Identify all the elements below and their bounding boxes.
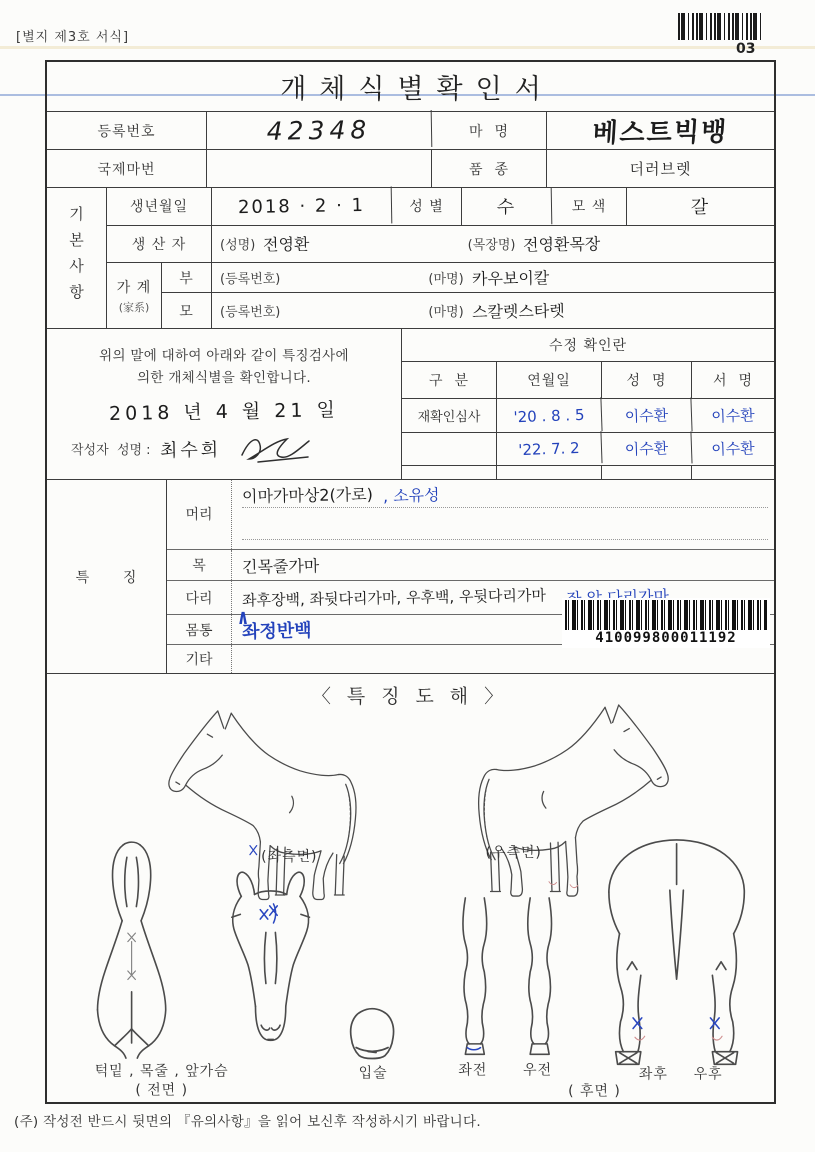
coat-color-label: 모 색 [552, 188, 627, 225]
feature-diagram [47, 674, 774, 1102]
pedigree-label-cell [107, 263, 162, 328]
revision-date [497, 466, 602, 479]
feature-text: 이마가마상2(가로) [241, 484, 374, 507]
feature-row-head [167, 480, 774, 550]
revision-col-date: 연월일 [497, 362, 602, 398]
identification-form [45, 60, 776, 1104]
sire-name-sublabel: (마명) [428, 272, 464, 287]
confirmation-statement [47, 329, 402, 479]
breed-value: 더러브렛 [629, 160, 692, 178]
revision-sign: 이수환 [710, 406, 756, 426]
page-title: 개체식별확인서 [280, 74, 554, 105]
neck-chest-front-figure [98, 842, 166, 1058]
sex-value: 수 [462, 187, 553, 225]
revision-sign [692, 466, 774, 479]
writer-line [53, 433, 316, 465]
feature-label: 목 [167, 550, 232, 581]
horse-left-side-figure [169, 711, 356, 899]
feature-label: 머리 [167, 480, 232, 549]
producer-value [212, 226, 774, 263]
front-right-leg-figure [528, 898, 552, 1054]
sire-name-value: 카우보이칼 [471, 268, 550, 289]
dam-name-value: 스칼렛스타렛 [471, 301, 565, 322]
horse-name-value: 베스트빅뱅 [591, 117, 730, 149]
revision-date: '22. 7. 2 [496, 431, 602, 466]
feature-label: 몸통 [167, 615, 232, 644]
revision-sign: 이수환 [710, 439, 756, 460]
revision-col-sign: 서 명 [713, 372, 753, 389]
label-front-left-leg: 좌전 [458, 1062, 488, 1079]
revision-name [602, 466, 692, 479]
producer-name-value: 전영환 [263, 234, 310, 255]
horse-right-side-figure [479, 705, 669, 896]
statement-line-1: 위의 말에 대하여 아래와 같이 특징검사에 [99, 347, 349, 364]
diagram-title: 〈 특 징 도 해 〉 [312, 685, 509, 708]
farm-name-sublabel: (목장명) [467, 238, 516, 254]
confirmation-date: 2018 년 4 월 21 일 [108, 398, 340, 425]
features-table [167, 480, 774, 673]
revision-date: '20 . 8 . 5 [496, 397, 602, 434]
animal-barcode [562, 598, 770, 648]
feature-diagram-section [47, 674, 774, 1102]
sire-regno-sublabel: (등록번호) [220, 272, 281, 287]
sire-label: 부 [162, 263, 212, 292]
intl-no-label: 국제마번 [47, 150, 207, 187]
label-front-view: 턱밑 , 목줄 , 앞가슴 [94, 1063, 229, 1080]
producer-label: 생 산 자 [107, 226, 212, 263]
revision-table [402, 329, 774, 479]
revision-name: 이수환 [601, 397, 692, 434]
label-rear-left-leg: 좌후 [638, 1066, 668, 1083]
scan-artifact-line [0, 46, 815, 49]
reg-no-value: 42348 [207, 110, 433, 151]
feature-text: 긴목줄가마 [241, 555, 320, 577]
intl-no-value [207, 150, 432, 187]
revision-row [402, 399, 774, 434]
coat-color-value: 갈 [690, 197, 711, 219]
footer-note: (주) 작성전 반드시 뒷면의 『유의사항』을 읽어 보신후 작성하시기 바랍니다. [14, 1114, 481, 1130]
dam-name-sublabel: (마명) [428, 305, 464, 320]
dam-value [212, 293, 774, 328]
revision-name: 이수환 [601, 432, 692, 467]
feature-row-other [167, 645, 774, 673]
reg-no-label: 등록번호 [47, 112, 207, 149]
page-barcode-icon [678, 13, 762, 40]
horse-name-label: 마 명 [432, 112, 547, 149]
label-rear-right-leg: 우후 [693, 1066, 723, 1083]
feature-label: 다리 [167, 581, 232, 614]
face-front-figure [232, 872, 310, 1040]
sire-value [212, 263, 774, 292]
label-front-right-leg: 우전 [523, 1062, 553, 1079]
label-lips: 입술 [358, 1065, 388, 1082]
barcode-number: 410099800011192 [595, 630, 737, 646]
sex-label: 성 별 [392, 188, 462, 225]
barcode-stripes-icon [565, 600, 767, 630]
birth-value: 2018 · 2 · 1 [212, 186, 393, 226]
page-number: 03 [736, 41, 756, 57]
writer-name: 최수희 [159, 438, 221, 462]
feature-row-neck [167, 550, 774, 582]
label-right-side: (우측면) [485, 845, 542, 862]
section-basic-label: 기본사항 [67, 206, 85, 310]
insertion-caret-mark: ∧ [237, 604, 250, 630]
section-basic [47, 188, 107, 328]
writer-label: 작성자 성명 : [71, 443, 151, 458]
revision-type: 재확인심사 [402, 399, 497, 433]
form-code-label: [별지 제3호 서식] [16, 30, 130, 45]
dam-label: 모 [162, 293, 212, 328]
revision-title: 수정 확인란 [548, 337, 628, 354]
feature-text-added: , 소유성 [382, 485, 440, 506]
producer-name-sublabel: (성명) [220, 238, 256, 254]
revision-type [402, 466, 497, 479]
front-left-leg-figure [463, 898, 487, 1054]
dam-regno-sublabel: (등록번호) [220, 305, 281, 320]
farm-name-value: 전영환목장 [523, 234, 601, 255]
birth-label: 생년월일 [107, 188, 212, 225]
revision-row [402, 433, 774, 466]
feature-text-added: 좌정반백 [241, 620, 312, 644]
label-front-view-sub: ( 전면 ) [135, 1082, 189, 1099]
revision-type [402, 433, 497, 465]
breed-label: 품 종 [432, 150, 547, 187]
pedigree-label: 가 계 [116, 279, 152, 296]
rear-view-figure [609, 840, 744, 1064]
label-rear-view: ( 후면 ) [568, 1083, 621, 1100]
statement-line-2: 의한 개체식별을 확인합니다. [137, 369, 311, 386]
revision-row [402, 466, 774, 479]
revision-col-type: 구 분 [402, 362, 497, 398]
feature-label: 기타 [167, 645, 232, 673]
lips-figure [351, 1009, 394, 1059]
feature-text: 좌후장백, 좌뒷다리가마, 우후백, 우뒷다리가마 [241, 586, 547, 611]
label-left-side: (좌측면) [261, 849, 318, 866]
pedigree-hanja: (家系) [118, 300, 150, 314]
writer-signature [230, 433, 316, 465]
revision-col-name: 성 명 [602, 362, 692, 398]
section-features-label: 특 징 [47, 480, 167, 673]
